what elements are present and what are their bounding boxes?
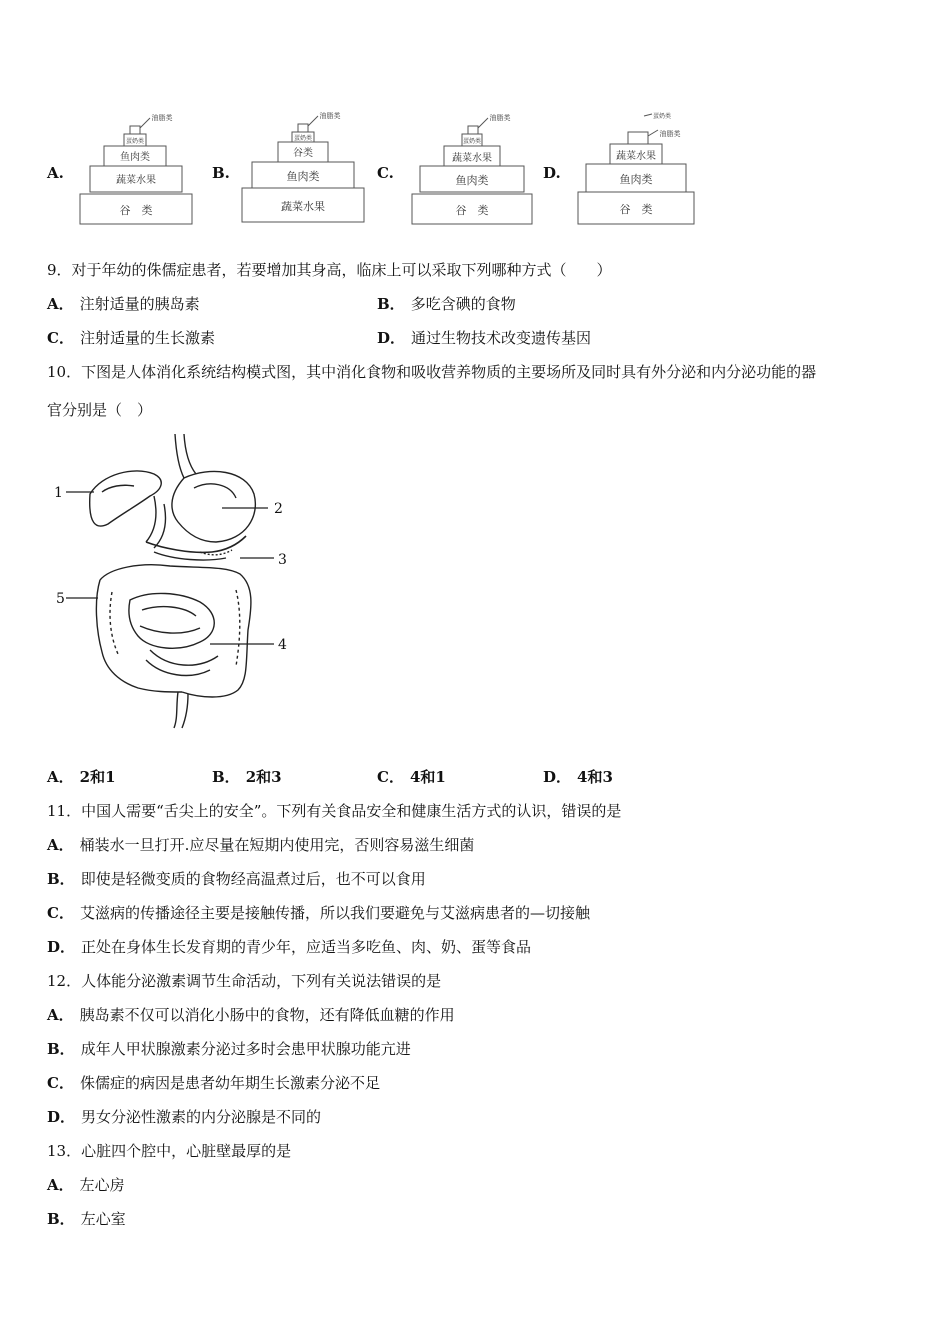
tier-text: 蔬菜水果 [452, 153, 492, 164]
q9-option-b[interactable] [377, 294, 516, 314]
tier-text: 谷 类 [619, 203, 653, 216]
q13-stem: 13．心脏四个腔中，心脏壁最厚的是 [47, 1142, 292, 1160]
q11-option-a[interactable] [47, 835, 474, 855]
tier-text: 蛋奶类 [462, 138, 482, 145]
tier-text: 谷 类 [455, 204, 489, 217]
option-text: 注射适量的胰岛素 [79, 295, 200, 313]
q11-option-b[interactable] [47, 869, 426, 889]
q10-stem-line2: 官分别是（ ） [47, 401, 153, 419]
option-text: 多吃含碘的食物 [410, 295, 516, 313]
diagram-label-5: 5 [56, 591, 65, 607]
tier-text: 蔬菜水果 [281, 200, 325, 213]
option-text: 侏儒症的病因是患者幼年期生长激素分泌不足 [79, 1074, 380, 1092]
tier-text: 鱼肉类 [455, 174, 489, 187]
q9-option-a[interactable] [47, 294, 200, 314]
tier-text: 油脂类 [151, 114, 173, 122]
tier-text: 蔬菜水果 [116, 175, 156, 186]
q10-option-b[interactable] [212, 767, 282, 787]
option-text: 左心室 [80, 1210, 126, 1228]
option-text: 通过生物技术改变遗传基因 [411, 329, 592, 347]
option-text: 艾滋病的传播途径主要是接触传播，所以我们要避免与艾滋病患者的—切接触 [79, 904, 590, 922]
tier-text: 蛋奶类 [652, 113, 672, 120]
q12-option-a[interactable] [47, 1005, 455, 1025]
q13-option-b[interactable] [47, 1209, 126, 1229]
q10-option-d[interactable] [543, 767, 613, 787]
option-letter: A． [47, 295, 74, 313]
q12-option-b[interactable] [47, 1039, 411, 1059]
option-letter: B． [47, 1210, 75, 1228]
option-letter: C． [47, 1074, 74, 1092]
option-letter: C. [377, 164, 394, 182]
q12-option-d[interactable] [47, 1107, 321, 1127]
option-text: 注射适量的生长激素 [79, 329, 215, 347]
option-letter: D． [543, 768, 572, 786]
food-pyramid-b [238, 104, 368, 226]
option-letter: A. [47, 164, 64, 182]
option-text: 桶装水一旦打开.应尽量在短期内使用完，否则容易滋生细菌 [79, 836, 475, 854]
option-text: 胰岛素不仅可以消化小肠中的食物，还有降低血糖的作用 [79, 1006, 455, 1024]
option-letter: B． [47, 1040, 75, 1058]
option-letter: C． [47, 904, 74, 922]
tier-text: 蔬菜水果 [616, 151, 656, 162]
option-letter: D. [543, 164, 561, 182]
option-letter: B. [212, 164, 230, 182]
q10-option-c[interactable] [377, 767, 446, 787]
option-letter: B． [47, 870, 75, 888]
option-letter: D． [47, 1108, 76, 1126]
option-letter: B． [212, 768, 240, 786]
food-pyramid-d [574, 106, 698, 228]
tier-text: 油脂类 [489, 114, 511, 122]
diagram-label-3: 3 [278, 552, 287, 568]
diagram-label-2: 2 [274, 501, 283, 517]
q10-stem-line1: 10．下图是人体消化系统结构模式图，其中消化食物和吸收营养物质的主要场所及同时具有外分泌和内分泌功能的器 [47, 363, 817, 381]
option-text: 成年人甲状腺激素分泌过多时会患甲状腺功能亢进 [80, 1040, 411, 1058]
tier-text: 油脂类 [659, 130, 681, 138]
q11-option-d[interactable] [47, 937, 531, 957]
q11-stem: 11．中国人需要“舌尖上的安全”。下列有关食品安全和健康生活方式的认识，错误的是 [47, 802, 622, 820]
tier-text: 蛋奶类 [293, 135, 313, 142]
option-text: 2和1 [79, 768, 116, 786]
tier-text: 鱼肉类 [120, 152, 150, 163]
q12-stem: 12．人体能分泌激素调节生命活动，下列有关说法错误的是 [47, 972, 442, 990]
option-letter: C． [47, 329, 74, 347]
option-text: 4和3 [577, 768, 613, 786]
option-text: 即使是轻微变质的食物经高温煮过后，也不可以食用 [80, 870, 426, 888]
tier-text: 谷类 [293, 148, 313, 159]
option-text: 2和3 [245, 768, 282, 786]
option-letter: A． [47, 1006, 74, 1024]
tier-text: 油脂类 [319, 112, 341, 120]
food-pyramid-c [408, 108, 536, 228]
option-text: 左心房 [79, 1176, 125, 1194]
q9-stem: 9．对于年幼的侏儒症患者，若要增加其身高，临床上可以采取下列哪种方式（ ） [47, 261, 612, 279]
q11-option-c[interactable] [47, 903, 590, 923]
option-text: 正处在身体生长发育期的青少年，应适当多吃鱼、肉、奶、蛋等食品 [81, 938, 532, 956]
q12-option-c[interactable] [47, 1073, 380, 1093]
option-letter: D． [377, 329, 406, 347]
option-letter: A． [47, 1176, 74, 1194]
tier-text: 鱼肉类 [286, 170, 320, 183]
q9-option-c[interactable] [47, 328, 215, 348]
option-letter: D． [47, 938, 76, 956]
digestive-system-diagram [50, 430, 300, 735]
option-text: 4和1 [409, 768, 446, 786]
tier-text: 谷 类 [119, 204, 153, 217]
tier-text: 蛋奶类 [125, 138, 145, 145]
option-letter: A． [47, 768, 74, 786]
option-text: 男女分泌性激素的内分泌腺是不同的 [81, 1108, 322, 1126]
option-letter: B． [377, 295, 405, 313]
diagram-label-1: 1 [54, 485, 63, 501]
food-pyramid-a [78, 108, 198, 228]
q9-option-d[interactable] [377, 328, 591, 348]
option-letter: C． [377, 768, 404, 786]
q10-option-a[interactable] [47, 767, 116, 787]
tier-text: 鱼肉类 [619, 173, 653, 186]
q13-option-a[interactable] [47, 1175, 125, 1195]
diagram-label-4: 4 [278, 637, 287, 653]
option-letter: A． [47, 836, 74, 854]
